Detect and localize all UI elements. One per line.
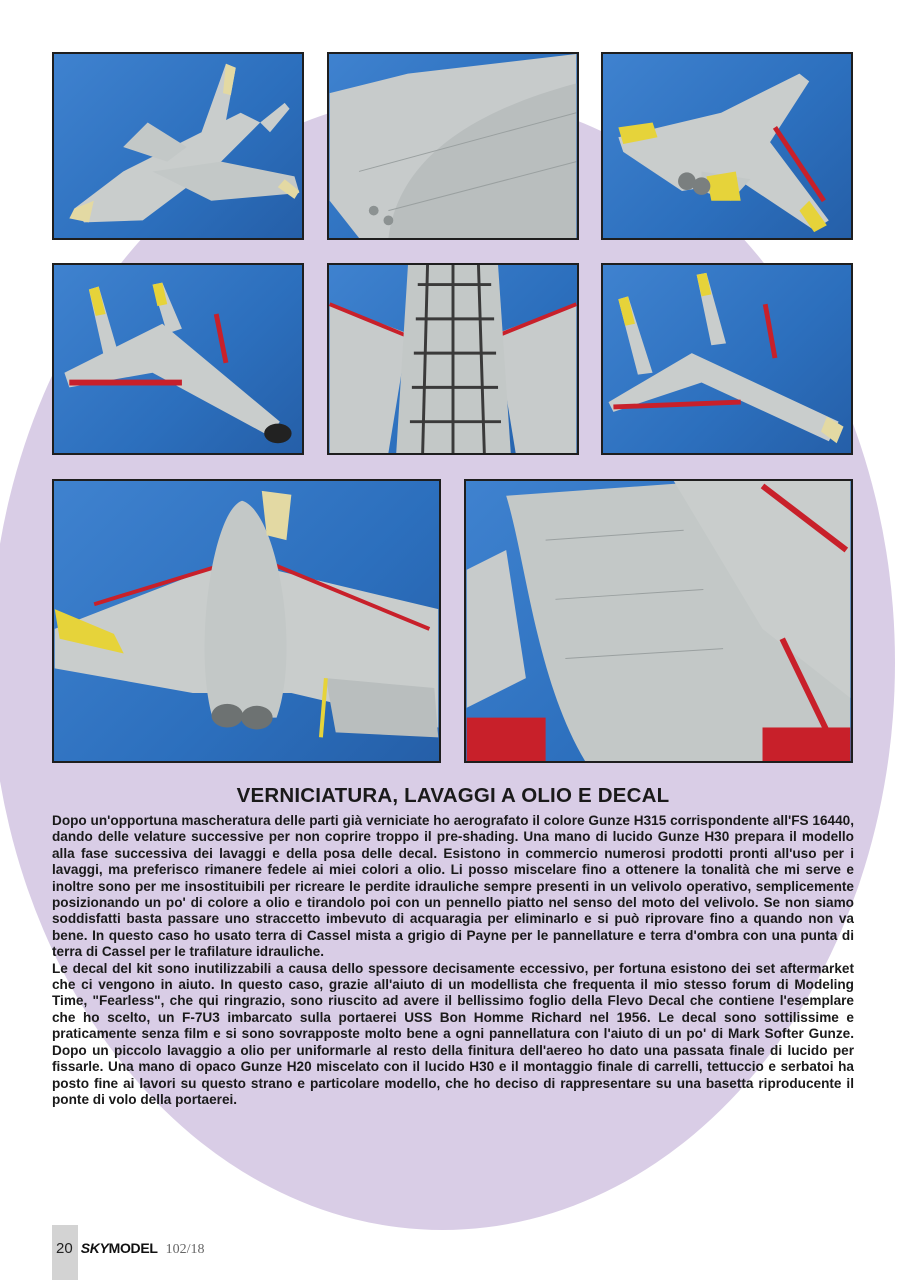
magazine-logo — [81, 1240, 158, 1256]
logo-model: MODEL — [108, 1240, 158, 1256]
article-paragraph-2: Le decal del kit sono inutilizzabili a causa dello spessore decisamente eccessivo, per fortuna esistono dei set aftermarket che ci vengono in aiuto. In questo caso, grazie all'aiuto di un modellista che frequenta il mio stesso forum di Modeling Time, "Fearless", che qui ringrazio, sono riuscito ad avere il bellissimo foglio della Flevo Decal che contiene l'esemplare che ho scelto, un F-7U3 imbarcato sulla portaerei USS Bon Homme Richard nel 1956. Le decal sono sottilissime e praticamente senza film e si sono sovrapposte molto bene a ogni pannellatura con l'aiuto di un po' di Mark Softer Gunze. Dopo un piccolo lavaggio a olio per uniformarle al resto della finitura dell'aereo ho dato una passata finale di lucido per fissarle. Una mano di opaco Gunze H20 miscelato con il lucido H30 e il montaggio finale di carrelli, tettuccio e serbatoi ha posto fine ai lavori su questo strano e particolare modello, che ho deciso di rappresentare su una basetta riproducente il ponte di volo della portaerei. — [52, 960, 854, 1107]
logo-sky: SKY — [80, 1240, 109, 1256]
photo-underside-closeup-large — [464, 479, 853, 763]
photo-model-red-edges — [601, 52, 853, 240]
article-heading: VERNICIATURA, LAVAGGI A OLIO E DECAL — [236, 784, 670, 807]
issue-number: 102/18 — [165, 1242, 205, 1257]
page-number: 20 — [56, 1240, 73, 1257]
photo-fuselage-closeup — [327, 52, 579, 240]
photo-model-masked-top — [52, 52, 304, 240]
photo-panel-lines-wash — [327, 263, 579, 455]
photo-model-underside — [52, 263, 304, 455]
photo-model-three-quarter — [601, 263, 853, 455]
page-footer — [56, 1240, 205, 1258]
article — [52, 784, 854, 1108]
article-paragraph-1: Dopo un'opportuna mascheratura delle parti già verniciate ho aerografato il colore Gunze H315 corrispondente all'FS 16440, dando delle velature successive per non coprire troppo il pre-shading. Una mano di lucido Gunze H30 prepara il modello alla fase successiva dei lavaggi e della posa delle decal. Esistono in commercio numerosi prodotti pronti all'uso per i lavaggi, ma preferisco rimanere fedele ai miei colori a olio. Li posso miscelare fino a ottenere la tonalità che mi serve e inoltre sono per me insostituibili per ricreare le perdite idrauliche sempre presenti in un velivolo operativo, semplicemente posizionando un po' di colore a olio e tirandolo poi con un pennello piatto nel senso del moto del velivolo. Se non siamo soddisfatti basta passare uno straccetto imbevuto di acquaragia per eliminarlo e si può riprovare fino a quando non va bene. In questo caso ho usato terra di Cassel mista a grigio di Payne per le pannellature e terra d'ombra con una punta di terra di Cassel per le trafilature idrauliche. — [52, 813, 854, 960]
photo-model-top-large — [52, 479, 441, 763]
